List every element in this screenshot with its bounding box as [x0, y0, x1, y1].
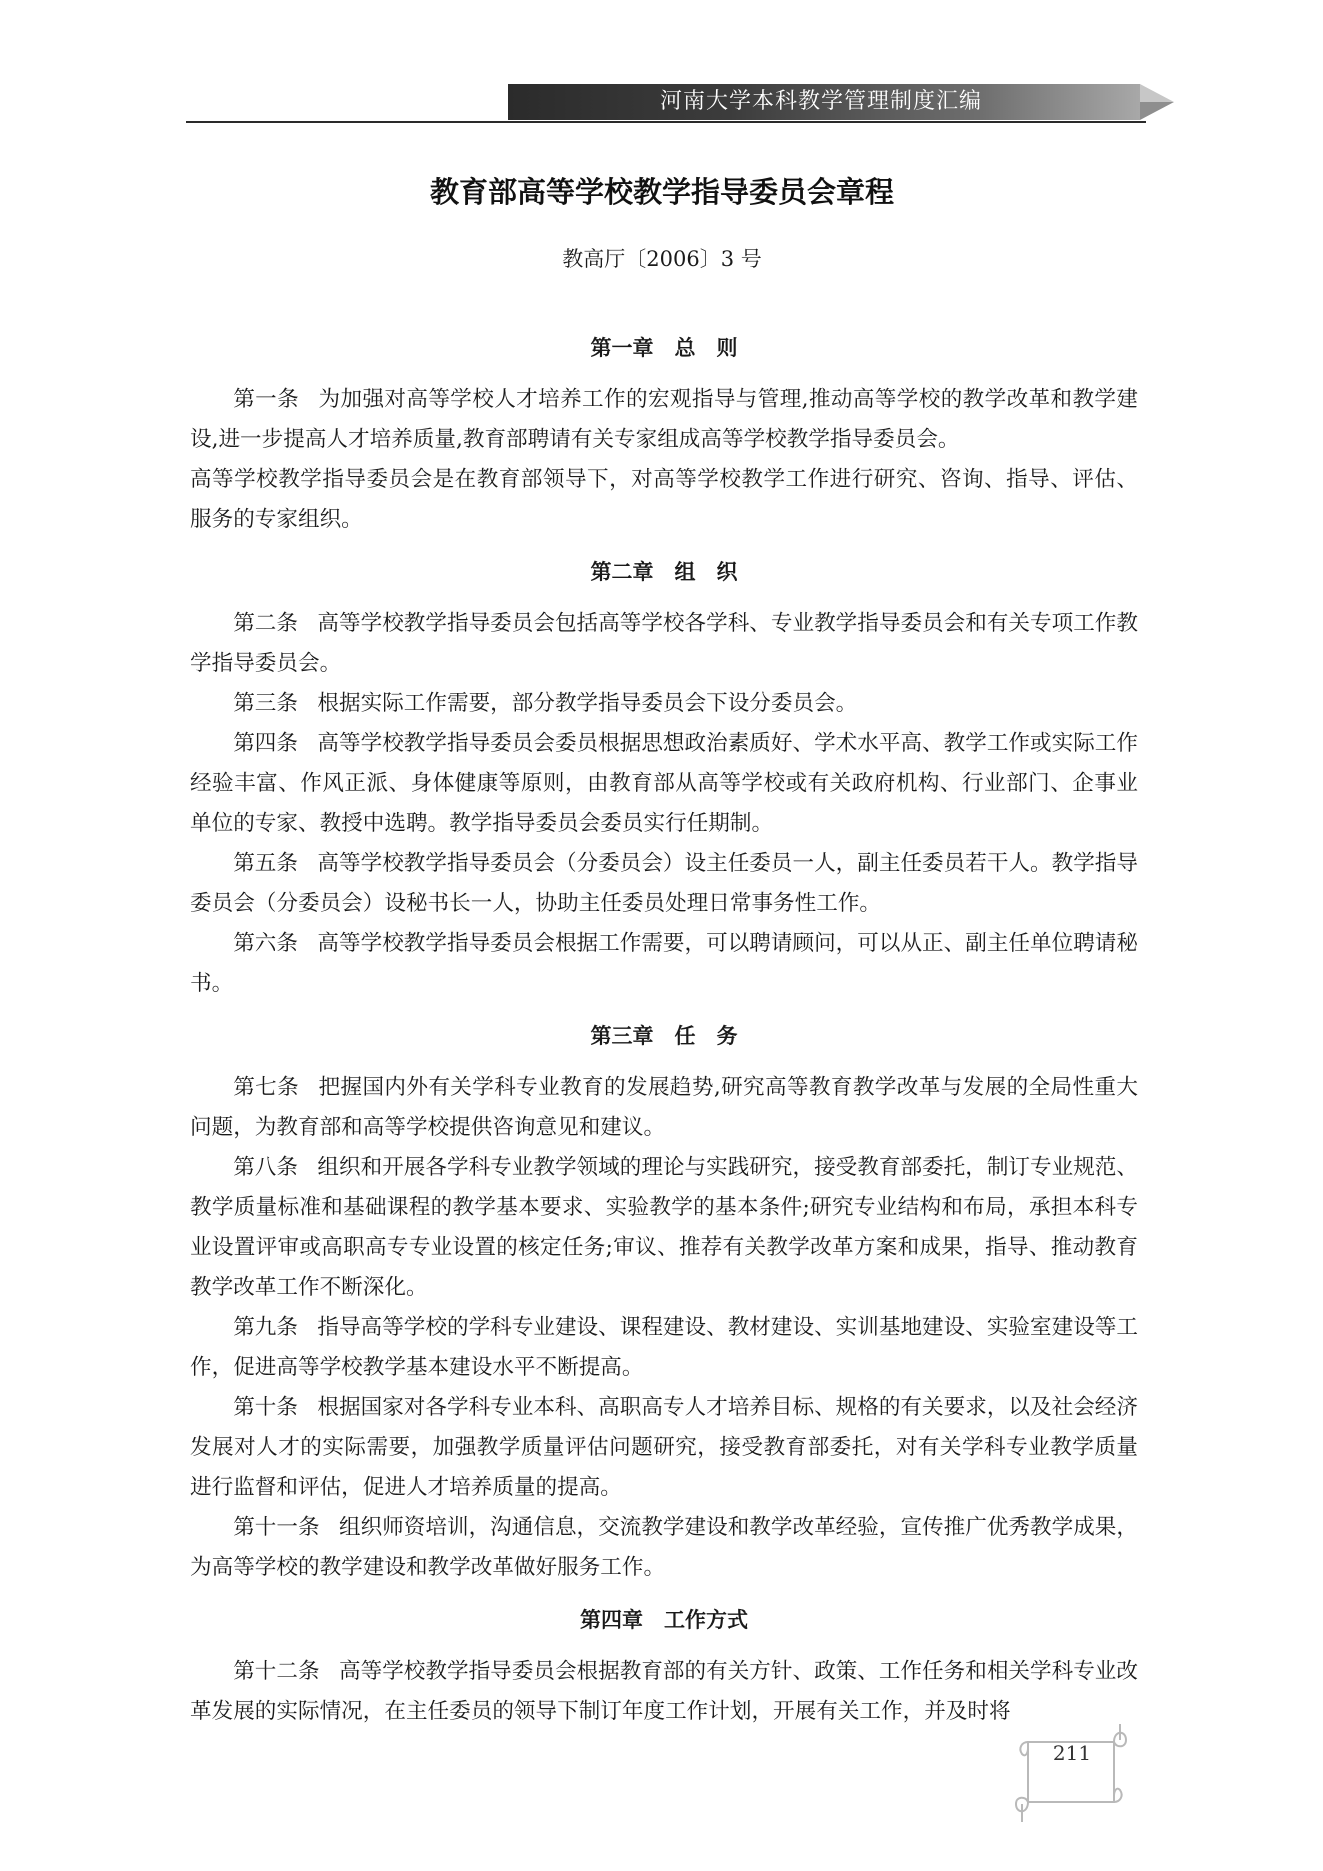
article-label: 第五条 [233, 851, 298, 876]
article-paragraph [190, 844, 1138, 924]
document-title: 教育部高等学校教学指导委员会章程 [429, 175, 894, 209]
article-text: 高等学校教学指导委员会（分委员会）设主任委员一人，副主任委员若干人。教学指导委员会（分委员会）设秘书长一人，协助主任委员处理日常事务性工作。 [190, 851, 1138, 916]
article-label: 第九条 [233, 1315, 298, 1340]
article-label: 第一条 [233, 387, 300, 412]
article-label: 第六条 [233, 931, 298, 956]
article-text: 为加强对高等学校人才培养工作的宏观指导与管理,推动高等学校的教学改革和教学建设,进一步提高人才培养质量,教育部聘请有关专家组成高等学校教学指导委员会。 [190, 387, 1138, 452]
article-label: 第十条 [233, 1395, 298, 1420]
article-label: 第十二条 [233, 1659, 320, 1684]
article-paragraph [190, 1308, 1138, 1388]
article-text: 把握国内外有关学科专业教育的发展趋势,研究高等教育教学改革与发展的全局性重大问题，为教育部和高等学校提供咨询意见和建议。 [190, 1075, 1138, 1140]
article-paragraph [190, 1068, 1138, 1148]
header-banner-tip [1140, 102, 1174, 120]
article-paragraph [190, 604, 1138, 684]
article-paragraph [190, 1652, 1138, 1732]
page-number: 211 [1052, 1741, 1092, 1765]
article-paragraph [190, 684, 1138, 724]
article-label: 第八条 [233, 1155, 298, 1180]
scroll-icon [1010, 1718, 1130, 1828]
header-rule [186, 121, 1146, 123]
article-text: 高等学校教学指导委员会委员根据思想政治素质好、学术水平高、教学工作或实际工作经验丰富、作风正派、身体健康等原则，由教育部从高等学校或有关政府机构、行业部门、企事业单位的专家、教授中选聘。教学指导委员会委员实行任期制。 [190, 731, 1138, 836]
chapter-heading: 第一章 总 则 [590, 336, 738, 360]
article-paragraph [190, 924, 1138, 1004]
article-text: 根据实际工作需要，部分教学指导委员会下设分委员会。 [317, 691, 858, 716]
article-label: 第四条 [233, 731, 298, 756]
article-paragraph [190, 1148, 1138, 1308]
document-body [190, 328, 1138, 1732]
article-label: 第三条 [233, 691, 298, 716]
article-text: 高等学校教学指导委员会根据工作需要，可以聘请顾问，可以从正、副主任单位聘请秘书。 [190, 931, 1138, 996]
article-text: 高等学校教学指导委员会根据教育部的有关方针、政策、工作任务和相关学科专业改革发展的实际情况，在主任委员的领导下制订年度工作计划，开展有关工作，并及时将 [190, 1659, 1138, 1724]
article-paragraph [190, 1388, 1138, 1508]
article-text: 组织和开展各学科专业教学领域的理论与实践研究，接受教育部委托，制订专业规范、教学质量标准和基础课程的教学基本要求、实验教学的基本条件;研究专业结构和布局，承担本科专业设置评审或高职高专专业设置的核定任务;审议、推荐有关教学改革方案和成果，指导、推动教育教学改革工作不断深化。 [190, 1155, 1138, 1300]
chapter-heading: 第二章 组 织 [590, 560, 738, 584]
chapter-heading: 第三章 任 务 [590, 1024, 738, 1048]
article-paragraph [190, 1508, 1138, 1588]
article-paragraph [190, 380, 1138, 460]
header-banner-cap [1140, 84, 1174, 102]
header-banner [508, 84, 1140, 120]
article-label: 第十一条 [233, 1515, 320, 1540]
article-paragraph [190, 724, 1138, 844]
header-title: 河南大学本科教学管理制度汇编 [660, 89, 983, 114]
chapter-heading: 第四章 工作方式 [580, 1608, 748, 1632]
article-text: 高等学校教学指导委员会包括高等学校各学科、专业教学指导委员会和有关专项工作教学指导委员会。 [190, 611, 1138, 676]
article-label: 第二条 [233, 611, 298, 636]
article-text: 指导高等学校的学科专业建设、课程建设、教材建设、实训基地建设、实验室建设等工作，促进高等学校教学基本建设水平不断提高。 [190, 1315, 1138, 1380]
article-paragraph: 高等学校教学指导委员会是在教育部领导下，对高等学校教学工作进行研究、咨询、指导、评估、服务的专家组织。 [190, 467, 1138, 532]
article-text: 根据国家对各学科专业本科、高职高专人才培养目标、规格的有关要求，以及社会经济发展对人才的实际需要，加强教学质量评估问题研究，接受教育部委托，对有关学科专业教学质量进行监督和评估，促进人才培养质量的提高。 [190, 1395, 1138, 1500]
document-number: 教高厅〔2006〕3 号 [562, 247, 762, 271]
article-label: 第七条 [233, 1075, 300, 1100]
article-text: 组织师资培训，沟通信息，交流教学建设和教学改革经验，宣传推广优秀教学成果，为高等学校的教学建设和教学改革做好服务工作。 [190, 1515, 1138, 1580]
